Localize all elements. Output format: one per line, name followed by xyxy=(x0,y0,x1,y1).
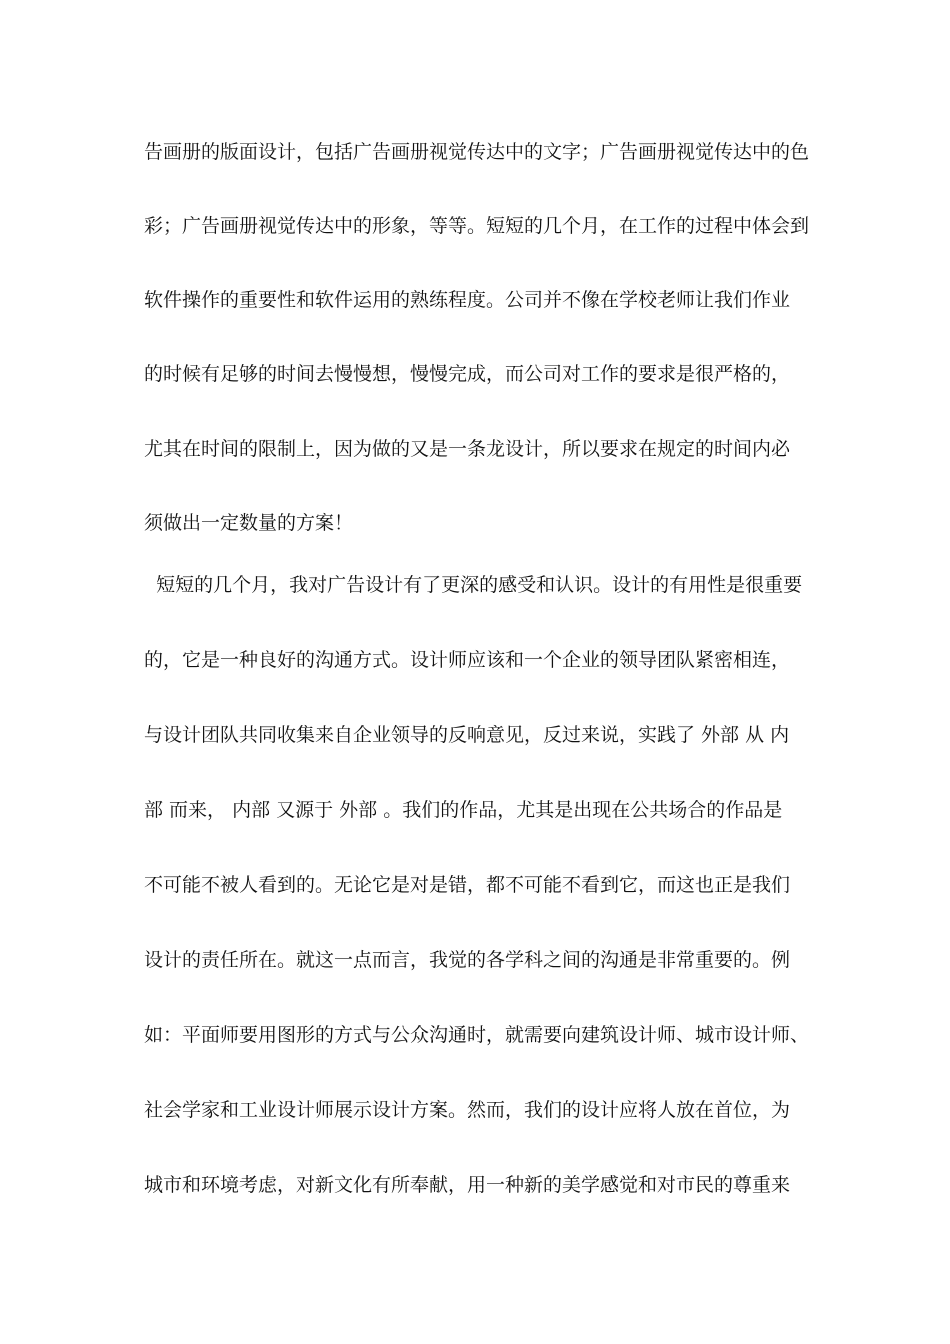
text-line: 软件操作的重要性和软件运用的熟练程度。公司并不像在学校老师让我们作业 xyxy=(144,289,791,311)
text-line: 不可能不被人看到的。无论它是对是错，都不可能不看到它，而这也正是我们 xyxy=(144,874,791,896)
text-line: 城市和环境考虑，对新文化有所奉献，用一种新的美学感觉和对市民的尊重来 xyxy=(144,1174,791,1196)
text-line: 的，它是一种良好的沟通方式。设计师应该和一个企业的领导团队紧密相连， xyxy=(144,649,791,671)
text-line: 须做出一定数量的方案！ xyxy=(144,512,354,534)
text-line: 设计的责任所在。就这一点而言，我觉的各学科之间的沟通是非常重要的。例 xyxy=(144,949,791,971)
text-line: 与设计团队共同收集来自企业领导的反响意见，反过来说，实践了 外部 从 内 xyxy=(144,724,790,746)
text-line: 尤其在时间的限制上，因为做的又是一条龙设计，所以要求在规定的时间内必 xyxy=(144,438,791,460)
text-line: 部 而来， 内部 又源于 外部 。我们的作品，尤其是出现在公共场合的作品是 xyxy=(144,799,783,821)
text-line: 社会学家和工业设计师展示设计方案。然而，我们的设计应将人放在首位，为 xyxy=(144,1099,791,1121)
text-line: 彩；广告画册视觉传达中的形象，等等。短短的几个月，在工作的过程中体会到 xyxy=(144,215,810,237)
text-line: 如：平面师要用图形的方式与公众沟通时，就需要向建筑设计师、城市设计师、 xyxy=(144,1024,810,1046)
text-line: 告画册的版面设计，包括广告画册视觉传达中的文字；广告画册视觉传达中的色 xyxy=(144,141,810,163)
text-line: 的时候有足够的时间去慢慢想，慢慢完成，而公司对工作的要求是很严格的， xyxy=(144,363,791,385)
text-line: 短短的几个月，我对广告设计有了更深的感受和认识。设计的有用性是很重要 xyxy=(144,574,803,596)
